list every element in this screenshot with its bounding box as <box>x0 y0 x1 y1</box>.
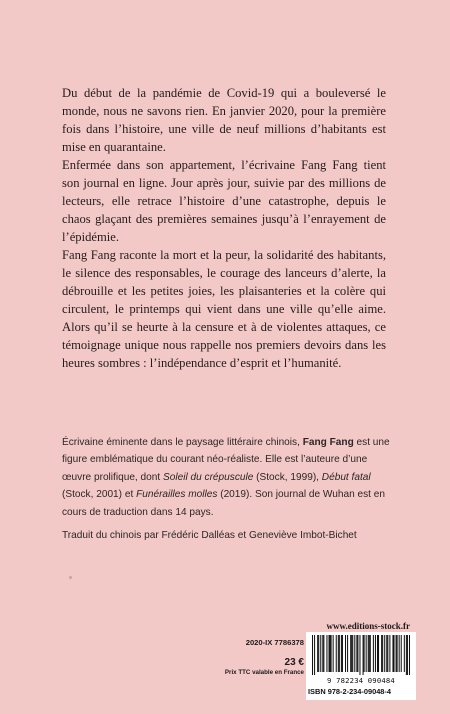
author-name: Fang Fang <box>302 437 354 448</box>
price-note: Prix TTC valable en France <box>224 669 304 676</box>
translators-credit: Traduit du chinois par Frédéric Dalléas et Geneviève Imbot-Bichet <box>62 530 357 541</box>
bio-part-3: (Stock, 2001) et <box>62 489 137 501</box>
blurb-paragraph-3: Fang Fang raconte la mort et la peur, la solidarité des habitants, le silence des responsables, le courage des lanceurs d’alerte, la débrouille et les petites joies, les plaisanteries et la colère qui circulent, le printemps qui vient dans une ville qu’elle aime. Alors qu’il se heurte à la censure et à de violentes attaques, ce témoignage unique nous rappelle nos premiers devoirs dans les heures sombres : l’indépendance d’esprit et l’humanité. <box>62 248 386 370</box>
barcode-number: 9 782234 090484 <box>327 676 395 685</box>
book-title-2: Début fatal <box>321 471 371 483</box>
product-code: 2020-IX 7786378 <box>245 638 304 647</box>
author-bio-paragraph <box>62 434 394 521</box>
book-title-3: Funérailles molles <box>136 489 218 501</box>
publisher-website: www.editions-stock.fr <box>326 621 410 631</box>
bio-part-1: est une figure emblématique du courant néo-réaliste. Elle est l’auteure d’une œuvre prolifique, dont <box>62 437 390 483</box>
barcode-icon <box>312 635 410 675</box>
price-block <box>220 638 304 676</box>
paper-speck <box>69 576 72 579</box>
book-title-1: Soleil du crépuscule <box>163 471 254 483</box>
isbn: ISBN 978-2-234-09048-4 <box>308 687 391 696</box>
barcode-box <box>306 632 416 700</box>
bio-intro: Écrivaine éminente dans le paysage littéraire chinois, <box>62 437 303 448</box>
blurb-paragraph-2: Enfermée dans son appartement, l’écrivaine Fang Fang tient son journal en ligne. Jour après jour, suivie par des millions de lecteurs, elle retrace l’histoire d’une catastrophe, depuis le chaos glaçant des premières semaines jusqu’à l’enrayement de l’épidémie. <box>62 158 386 244</box>
bio-part-2: (Stock, 1999), <box>253 471 322 483</box>
bio-part-4: (2019). Son journal de Wuhan est en cours de traduction dans 14 pays. <box>62 489 385 518</box>
author-bio <box>62 434 394 521</box>
blurb <box>62 84 386 372</box>
blurb-paragraph-1: Du début de la pandémie de Covid-19 qui a bouleversé le monde, nous ne savons rien. En janvier 2020, pour la première fois dans l’histoire, une ville de neuf millions d’habitants est mise en quarantaine. <box>62 86 386 154</box>
price: 23 € <box>284 657 304 668</box>
